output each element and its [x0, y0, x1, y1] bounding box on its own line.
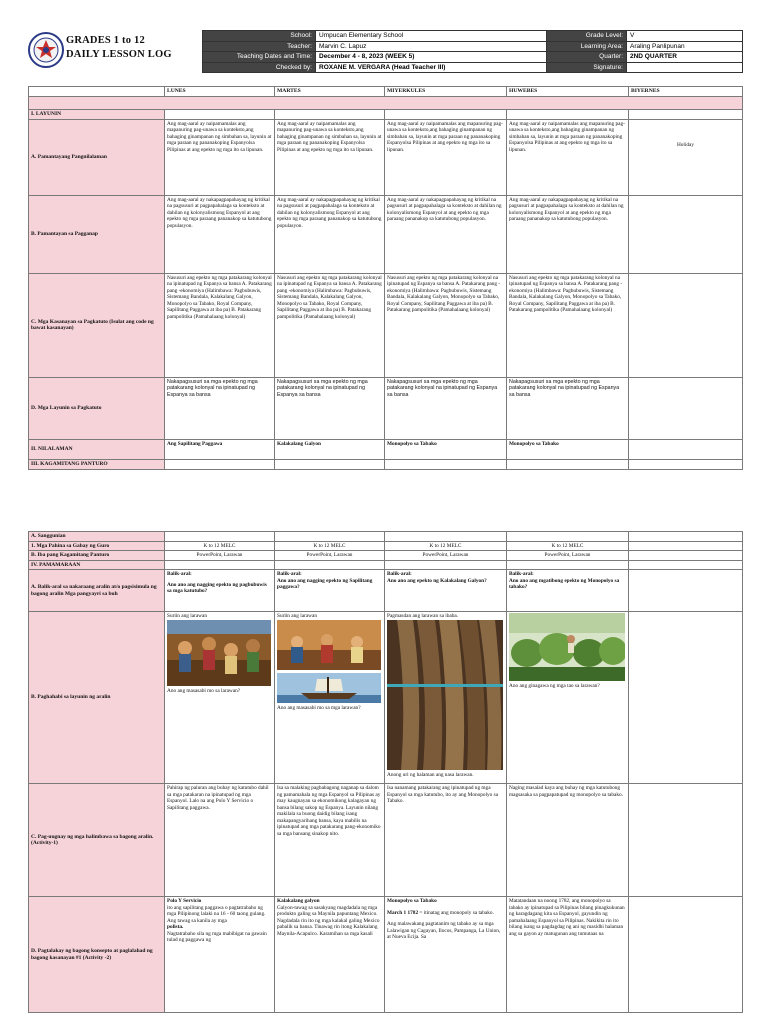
balik-title: Balik-aral:	[277, 571, 302, 577]
empty-cell	[629, 439, 743, 459]
dates-label: Teaching Dates and Time:	[203, 52, 316, 63]
pagtalakay-miyerkules	[385, 897, 507, 1013]
blank-head	[29, 87, 165, 97]
quarter-label: Quarter:	[547, 52, 627, 63]
pagtalakay-title: Polo Y Servicio	[167, 898, 202, 904]
melc-miyerkules: K to 12 MELC	[385, 541, 507, 551]
empty-cell	[507, 459, 629, 469]
layunin-martes: Nakapagsusuri sa mga epekto ng mga patakarang kolonyal na ipinatupad ng Espanya sa bansa	[275, 377, 385, 439]
pagtalakay-text: = itinatag ang monopoly sa tabako.	[418, 909, 494, 916]
day-huwebes: HUWEBES	[507, 87, 629, 97]
pagtalakay-lunes	[165, 897, 275, 1013]
area-value: Araling Panlipunan	[627, 41, 743, 52]
day-biyernes: BIYERNES	[629, 87, 743, 97]
section-pamamaraan: IV. PAMAMARAAN	[29, 560, 165, 570]
empty-cell	[507, 110, 629, 120]
balik-miyerkules	[385, 570, 507, 612]
school-value: Umpucan Elementary School	[316, 31, 547, 42]
ppt-huwebes: PowerPoint, Larawan	[507, 551, 629, 561]
pamantayang-huwebes: Ang mag-aaral ay naipamamalas ang mapanuring pag-unawa sa konteksto,ang bahaging ginampanan ng simbahan sa, layunin at mga paraan ng pananakoping Espanyolsa Pilipinas at ang epekto ng mga ito sa lipunan.	[507, 119, 629, 195]
signature-value	[627, 62, 743, 73]
ppt-martes: PowerPoint, Larawan	[275, 551, 385, 561]
pagtalakay-text: ito ang sapilitang paggawa o pagtatrabaho ng mga Pilipinong lalaki na 16 - 60 taong gulang. Ang tawag sa kanila ay mga	[167, 904, 266, 924]
empty-cell	[385, 459, 507, 469]
pag-uugnay-martes: Isa sa malaking pagbabagong naganap sa dalom ng pamamahala ng mga Espanyol sa Pilipinas ay may kaugnayan sa ekonomikong kalagayan ng bansa bilang sakop ng Espanya. Layunin nilang makilala sa buong daidig bilang isang makapangyarihang bansa, kaya mabilis na ipinatupad ang mga patakarang pang-ekonomiko sa mga bansang sinakop nito.	[275, 784, 385, 897]
row-pamantayang-label: A. Pamantayang Pangnilalaman	[29, 119, 165, 195]
row-pamantayan-pag-label: B. Pamantayan sa Pagganap	[29, 195, 165, 273]
nilalaman-huwebes: Monopolyo sa Tabako	[507, 439, 629, 459]
row-paghahabi-label: B. Paghahabi sa layunin ng aralin	[29, 612, 165, 784]
empty-cell	[629, 377, 743, 439]
pagtalakay-martes	[275, 897, 385, 1013]
empty-cell	[385, 532, 507, 542]
day-lunes: LUNES	[165, 87, 275, 97]
pic-caption-bottom: Ano ang masasabi mo sa mga larawan?	[277, 704, 361, 711]
melc-huwebes: K to 12 MELC	[507, 541, 629, 551]
balik-question: Ano ano ang epekto ng Kalakalang Galyon?	[387, 577, 487, 584]
kasanayan-miyerkules: Nasusuri ang epekto ng mga patakarang kolonyal na ipinatupad ng Espanya sa bansa A. Patakarang pang -ekonomiya (Halimbawa: Pagbubuwis, Sistemang Bandala, Kalakalang Galyon, Monopolyo sa Tabako, Royal Company, Sapilitang Paggawa at iba pa) B. Patakarang pampolitika (Pamahalaang kolonyal)	[385, 273, 507, 377]
empty-cell	[507, 532, 629, 542]
log-title	[66, 34, 172, 62]
pagtalakay-text: Galyon-tawag sa sasakyang magdadala ng mga produkto galing sa Maynila papuntang Mexico. Nagdadala rin ito ng mga kalakal galing Mexico pabalik sa bansa. Tinawag rin itong Kalakalang Maynila-Acapulco. Karamihan sa mga kasali	[277, 904, 380, 937]
empty-cell	[165, 110, 275, 120]
pagtalakay-more: Ang malawakang pagtatanim ng tabako ay sa mga Lalawigan ng Cagayan, Ilocos, Pampanga, La Union, at Nueva Ecija. Sa	[387, 921, 501, 940]
galleon-ship-image	[277, 673, 381, 703]
empty-cell	[275, 560, 385, 570]
pic-caption-bottom: Anong uri ng halaman ang nasa larawan.	[387, 771, 474, 778]
pagtalakay-title: Monopolyo sa Tabako	[387, 898, 437, 904]
row-iba-label: B. Iba pang Kagamitang Panturo	[29, 551, 165, 561]
ppt-miyerkules: PowerPoint, Larawan	[385, 551, 507, 561]
pagtalakay-bold: polista.	[167, 924, 184, 930]
pag-uugnay-lunes: Pahirap ng paluran ang buhay ng katutubo dahil sa mga patakaran na ipinatupad ng mga Espanyol. Lalo na ang Polo Y Servicio o Sapilitang paggawa.	[165, 784, 275, 897]
tobacco-field-image	[509, 613, 625, 681]
melc-martes: K to 12 MELC	[275, 541, 385, 551]
empty-cell	[629, 551, 743, 561]
pag-uugnay-huwebes: Naging masalad kaya ang buhay ng mga katutubong magsasaka sa pagpapatupad ng monopolyo sa tabako.	[507, 784, 629, 897]
empty-cell	[629, 541, 743, 551]
market-painting-image	[277, 620, 381, 670]
balik-huwebes	[507, 570, 629, 612]
layunin-huwebes: Nakapagsusuri sa mga epekto ng mga patakarang kolonyal na ipinatupad ng Espanya sa bansa	[507, 377, 629, 439]
empty-cell	[629, 459, 743, 469]
empty-cell	[629, 784, 743, 897]
pic-caption-top: Suriin ang larawan	[167, 613, 208, 619]
layunin-miyerkules: Nakapagsusuri sa mga epekto ng mga patakarang kolonyal na ipinatupad ng Espanya sa bansa	[385, 377, 507, 439]
row-sanggunian-label: A. Sanggunian	[29, 532, 165, 542]
empty-cell	[629, 560, 743, 570]
row-layunin-label: D. Mga Layunin sa Pagkatuto	[29, 377, 165, 439]
empty-cell	[629, 612, 743, 784]
nilalaman-martes: Kalakalang Galyon	[275, 439, 385, 459]
title-line-1: GRADES 1 to 12	[66, 35, 145, 46]
section-kagamitan: III. KAGAMITANG PANTURO	[29, 459, 165, 469]
empty-cell	[629, 110, 743, 120]
pamantayang-miyerkules: Ang mag-aaral ay naipamamalas ang mapanuring pag-unawa sa konteksto,ang bahaging ginampanan ng simbahan sa, layunin at mga paraan ng pananakoping Espanyolsa Pilipinas at ang epekto ng mga ito sa lipunan.	[385, 119, 507, 195]
pamantayang-lunes: Ang mag-aaral ay naipamamalas ang mapanuring pag-unawa sa konteksto,ang bahaging ginampanan ng simbahan sa, layunin at mga paraan ng pananakoping Espanyolsa Pilipinas at ang epekto ng mga ito sa lipunan.	[165, 119, 275, 195]
lesson-table-top	[28, 86, 743, 470]
kasanayan-lunes: Nasusuri ang epekto ng mga patakarang kolonyal na ipinatupad ng Espanya sa bansa A. Patakarang pang -ekonomiya (Halimbawa: Pagbubuwis, Sistemang Bandala, Kalakalang Galyon, Monopolyo sa Tabako, Royal Company, Sapilitang Paggawa at iba pa) B. Patakarang pampolitika (Pamahalaang kolonyal)	[165, 273, 275, 377]
melc-lunes: K to 12 MELC	[165, 541, 275, 551]
lesson-table-bottom	[28, 531, 743, 1013]
balik-question: Ano ano ang nagging epekto ng pagbubuwis sa mga katutubo?	[167, 581, 267, 594]
empty-cell	[275, 110, 385, 120]
checked-label: Checked by:	[203, 62, 316, 73]
paghahabi-martes	[275, 612, 385, 784]
tobacco-leaves-image	[387, 620, 503, 770]
empty-cell	[385, 560, 507, 570]
area-label: Learning Area:	[547, 41, 627, 52]
pagtalakay-title: Kalakalang galyon	[277, 898, 320, 904]
row-pagtalakay-label: D. Pagtalakay ng bagong konsepto at paglalahad ng bagong kasanayan #1 (Activity -2)	[29, 897, 165, 1013]
balik-question: Ano ano ang nagging epekto ng Sapilitang paggawa?	[277, 577, 373, 590]
paghahabi-huwebes	[507, 612, 629, 784]
pic-caption-bottom: Ano ang masasabi mo sa larawan?	[167, 687, 241, 694]
row-pag-uugnay-label: C. Pag-uugnay ng mga halimbawa sa bagong aralin. (Activity-1)	[29, 784, 165, 897]
paghahabi-lunes	[165, 612, 275, 784]
balik-question: Ano ano ang mgatibong epekto ng Monopolyo sa tabako?	[509, 577, 620, 590]
day-miyerkules: MIYERKULES	[385, 87, 507, 97]
pagganap-huwebes: Ang mag-aaral ay nakapagpapahayag ng kritikal na pagsusuri at pagpapahalaga sa konteksto at dahilan ng kolonyalismong Espanyol at ang epekto ng mga paraang pananakop sa katutubong populasyon.	[507, 195, 629, 273]
grade-label: Grade Level:	[547, 31, 627, 42]
pagganap-lunes: Ang mag-aaral ay nakapagpapahayag ng kritikal na pagsusuri at pagpapahalaga sa konteksto at dahilan ng kolonyalismong Espanyol at ang epekto ng mga paraang pananakop sa katutubong populasyon.	[165, 195, 275, 273]
pagganap-martes: Ang mag-aaral ay nakapagpapahayag ng kritikal na pagsusuri at pagpapahalaga sa konteksto at dahilan ng kolonyalismong Espanyol at ang epekto ng mga paraang pananakop sa katutubong populasyon.	[275, 195, 385, 273]
ppt-lunes: PowerPoint, Larawan	[165, 551, 275, 561]
nilalaman-lunes: Ang Sapilitang Paggawa	[165, 439, 275, 459]
row-kasanayan-label: C. Mga Kasanayan sa Pagkatuto (Isulat ang code ng bawat kasanayan)	[29, 273, 165, 377]
empty-cell	[385, 110, 507, 120]
teacher-value: Marvin C. Lapuz	[316, 41, 547, 52]
paghahabi-miyerkules	[385, 612, 507, 784]
balik-title: Balik-aral:	[167, 571, 192, 577]
empty-cell	[165, 560, 275, 570]
signature-label: Signature:	[547, 62, 627, 73]
empty-cell	[165, 532, 275, 542]
row-pahina-label: 1. Mga Pahina sa Gabay ng Guro	[29, 541, 165, 551]
layunin-lunes: Nakapagsusuri sa mga epekto ng mga patakarang kolonyal na ipinatupad ng Espanya sa bansa	[165, 377, 275, 439]
title-line-2: DAILY LESSON LOG	[66, 49, 172, 60]
quarter-value: 2ND QUARTER	[627, 52, 743, 63]
pagtalakay-huwebes: Matatandaan na noong 1782, ang monopolyo sa tabako ay ipinatupad sa Pilipinas bilang pinagkukunan ng karagdagang kita sa Espanyol, gayundin ng pamahalaang Espanyol sa Pilipinas. Nakikita rin ito bilang isang sa pagdagdag ng ani ng masidhi halaman ang sa gayon ay matugunan ang tumutaas na	[507, 897, 629, 1013]
holiday-cell: Holiday	[629, 119, 743, 195]
balik-title: Balik-aral:	[387, 571, 412, 577]
kasanayan-martes: Nasusuri ang epekto ng mga patakarang kolonyal na ipinatupad ng Espanya sa bansa A. Patakarang pang -ekonomiya (Halimbawa: Pagbubuwis, Sistemang Bandala, Kalakalang Galyon, Monopolyo sa Tabako, Royal Company, Sapilitang Paggawa at iba pa) B. Patakarang pampolitika (Pamahalaang kolonyal)	[275, 273, 385, 377]
pagtalakay-more: Nagtatrabaho sila ng mga mabibigat na gawain tulad ng paggawa ng	[167, 930, 267, 943]
balik-martes	[275, 570, 385, 612]
empty-cell	[629, 897, 743, 1013]
empty-cell	[275, 532, 385, 542]
pic-caption-bottom: Ano ang ginagawa ng mga tao sa larawan?	[509, 683, 600, 689]
pagtalakay-date: March 1 1782	[387, 909, 419, 916]
grade-value: V	[627, 31, 743, 42]
pagganap-miyerkules: Ang mag-aaral ay nakapagpapahayag ng kritikal na pagsusuri at pagpapahalaga sa konteksto at dahilan ng kolonyalismong Espanyol at ang epekto ng mga paraang pananakop sa katutubong populasyon.	[385, 195, 507, 273]
checked-value: ROXANE M. VERGARA (Head Teacher III)	[316, 62, 547, 73]
pic-caption-top: Pagmasdan ang larawan sa ibaba.	[387, 613, 459, 619]
pag-uugnay-miyerkules: Isa nanamang patakarang ang ipinatupad ng mga Espanyol sa mga katutubo, ito ay ang Monopolyo sa Tabako.	[385, 784, 507, 897]
section-layunin: I. LAYUNIN	[29, 110, 165, 120]
empty-cell	[507, 560, 629, 570]
empty-cell	[275, 459, 385, 469]
kasanayan-huwebes: Nasusuri ang epekto ng mga patakarang kolonyal na ipinatupad ng Espanya sa bansa A. Patakarang pang -ekonomiya (Halimbawa: Pagbubuwis, Sistemang Bandala, Kalakalang Galyon, Monopolyo sa Tabako, Royal Company, Sapilitang Paggawa at iba pa) B. Patakarang pampolitika (Pamahalaang kolonyal)	[507, 273, 629, 377]
section-nilalaman: II. NILALAMAN	[29, 439, 165, 459]
polo-painting-image	[167, 620, 271, 686]
empty-cell	[629, 273, 743, 377]
empty-cell	[629, 532, 743, 542]
empty-cell	[629, 570, 743, 612]
deped-seal-icon	[28, 32, 64, 68]
nilalaman-miyerkules: Monopolyo sa Tabako	[385, 439, 507, 459]
row-balik-label: A. Balik-aral sa nakaraang aralin at/o pagsisimula ng bagong aralin Mga pangyayri sa buh	[29, 570, 165, 612]
pic-caption-top: Suriin ang larawan	[277, 613, 318, 619]
empty-cell	[629, 195, 743, 273]
spacer-row	[29, 97, 743, 110]
day-martes: MARTES	[275, 87, 385, 97]
teacher-label: Teacher:	[203, 41, 316, 52]
balik-title: Balik-aral:	[509, 571, 534, 577]
dates-value: December 4 - 8, 2023 (WEEK 5)	[316, 52, 547, 63]
school-label: School:	[203, 31, 316, 42]
info-table	[202, 30, 743, 73]
pamantayang-martes: Ang mag-aaral ay naipamamalas ang mapanuring pag-unawa sa konteksto,ang bahaging ginampanan ng simbahan sa, layunin at mga paraan ng pananakoping Espanyolsa Pilipinas at ang epekto ng mga ito sa lipunan.	[275, 119, 385, 195]
empty-cell	[165, 459, 275, 469]
balik-lunes	[165, 570, 275, 612]
